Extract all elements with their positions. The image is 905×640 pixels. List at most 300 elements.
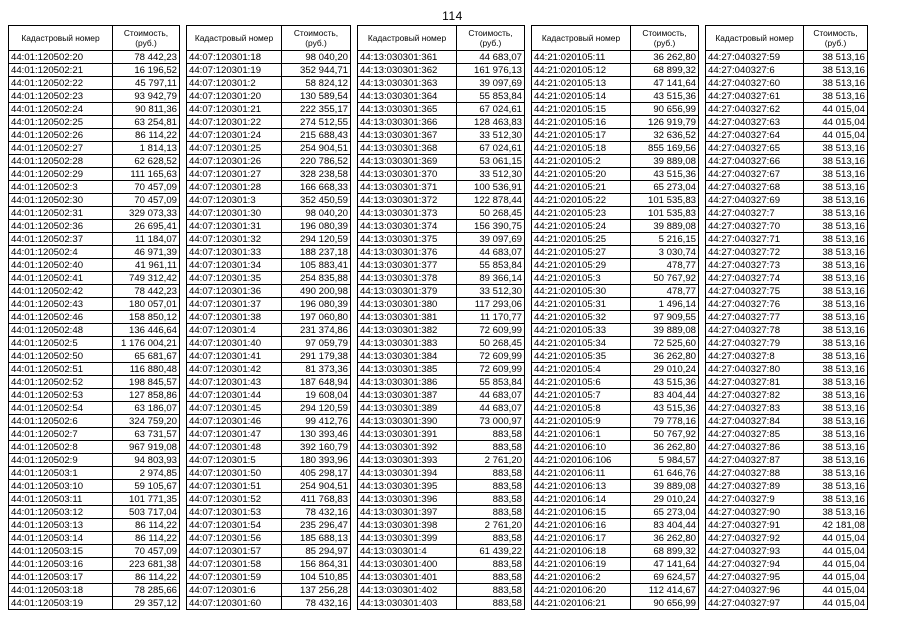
- table-row: [532, 181, 699, 194]
- cost-cell: 38 513,16: [804, 168, 868, 181]
- cost-cell: 36 262,80: [631, 51, 699, 64]
- header-number: Кадастровый номер: [9, 26, 113, 51]
- table-row: [706, 64, 868, 77]
- cadastral-number-cell: 44:27:040327:97: [706, 597, 804, 610]
- table-row: [187, 441, 351, 454]
- cost-cell: 44 015,04: [804, 545, 868, 558]
- cadastral-number-cell: 44:13:030301:399: [358, 532, 457, 545]
- table-row: [187, 389, 351, 402]
- cadastral-number-cell: 44:01:120502:28: [9, 155, 113, 168]
- cadastral-number-cell: 44:21:020105:21: [532, 181, 631, 194]
- cost-cell: 223 681,38: [113, 558, 180, 571]
- cost-cell: 187 648,94: [282, 376, 351, 389]
- cadastral-number-cell: 44:27:040327:63: [706, 116, 804, 129]
- table-row: [9, 428, 180, 441]
- table-row: [9, 207, 180, 220]
- cost-cell: 254 904,51: [282, 480, 351, 493]
- cadastral-number-cell: 44:07:120301:60: [187, 597, 282, 610]
- cadastral-number-cell: 44:21:020106:13: [532, 480, 631, 493]
- cost-cell: 5 216,15: [631, 233, 699, 246]
- table-row: [706, 415, 868, 428]
- cadastral-number-cell: 44:07:120301:47: [187, 428, 282, 441]
- cost-cell: 1 176 004,21: [113, 337, 180, 350]
- cost-cell: 43 515,36: [631, 90, 699, 103]
- cost-cell: 104 510,85: [282, 571, 351, 584]
- table-row: [358, 194, 525, 207]
- cost-cell: 38 513,16: [804, 64, 868, 77]
- table-row: [187, 584, 351, 597]
- cadastral-number-cell: 44:13:030301:367: [358, 129, 457, 142]
- cost-cell: 73 000,97: [457, 415, 525, 428]
- cost-cell: 59 105,67: [113, 480, 180, 493]
- cost-cell: 405 298,17: [282, 467, 351, 480]
- cost-cell: 94 803,93: [113, 454, 180, 467]
- cost-cell: 38 513,16: [804, 51, 868, 64]
- cost-cell: 883,58: [457, 441, 525, 454]
- table-row: [187, 272, 351, 285]
- cost-cell: 55 853,84: [457, 376, 525, 389]
- cost-cell: 44 015,04: [804, 584, 868, 597]
- cadastral-number-cell: 44:07:120301:33: [187, 246, 282, 259]
- cadastral-number-cell: 44:13:030301:370: [358, 168, 457, 181]
- table-row: [358, 77, 525, 90]
- cost-cell: 86 114,22: [113, 519, 180, 532]
- cadastral-number-cell: 44:07:120301:18: [187, 51, 282, 64]
- cadastral-number-cell: 44:27:040327:60: [706, 77, 804, 90]
- cadastral-number-cell: 44:01:120502:3: [9, 181, 113, 194]
- cost-cell: 101 535,83: [631, 207, 699, 220]
- table-row: [9, 129, 180, 142]
- table-row: [358, 441, 525, 454]
- table-row: [532, 90, 699, 103]
- table-row: [358, 324, 525, 337]
- cost-cell: 72 525,60: [631, 337, 699, 350]
- table-row: [532, 311, 699, 324]
- cadastral-number-cell: 44:13:030301:381: [358, 311, 457, 324]
- cadastral-number-cell: 44:27:040327:72: [706, 246, 804, 259]
- cost-cell: 90 656,99: [631, 597, 699, 610]
- cadastral-number-cell: 44:07:120301:48: [187, 441, 282, 454]
- cadastral-number-cell: 44:01:120502:21: [9, 64, 113, 77]
- table-row: [706, 363, 868, 376]
- table-row: [706, 532, 868, 545]
- table-row: [358, 155, 525, 168]
- cost-cell: 33 512,30: [457, 285, 525, 298]
- cost-cell: 38 513,16: [804, 493, 868, 506]
- table-row: [532, 441, 699, 454]
- cost-cell: 63 254,81: [113, 116, 180, 129]
- cost-cell: 38 513,16: [804, 350, 868, 363]
- table-row: [187, 493, 351, 506]
- cadastral-number-cell: 44:01:120502:4: [9, 246, 113, 259]
- cadastral-number-cell: 44:07:120301:6: [187, 584, 282, 597]
- cost-cell: 44 015,04: [804, 597, 868, 610]
- cadastral-number-cell: 44:07:120301:3: [187, 194, 282, 207]
- table-row: [9, 389, 180, 402]
- table-row: [706, 90, 868, 103]
- cost-cell: 55 853,84: [457, 90, 525, 103]
- table-row: [9, 324, 180, 337]
- cadastral-number-cell: 44:07:120301:34: [187, 259, 282, 272]
- table-row: [187, 324, 351, 337]
- cost-cell: 101 535,83: [631, 194, 699, 207]
- table-row: [187, 64, 351, 77]
- cadastral-number-cell: 44:21:020106:17: [532, 532, 631, 545]
- table-row: [532, 584, 699, 597]
- cost-cell: 38 513,16: [804, 77, 868, 90]
- cost-cell: 43 515,36: [631, 376, 699, 389]
- table-row: [532, 415, 699, 428]
- table-row: [532, 168, 699, 181]
- table-row: [706, 467, 868, 480]
- table-row: [187, 337, 351, 350]
- table-row: [9, 64, 180, 77]
- table-row: [358, 532, 525, 545]
- cost-cell: 883,58: [457, 480, 525, 493]
- cost-cell: 855 169,56: [631, 142, 699, 155]
- table-row: [532, 558, 699, 571]
- cost-cell: 38 513,16: [804, 220, 868, 233]
- cadastral-number-cell: 44:21:020105:13: [532, 77, 631, 90]
- cost-cell: 32 636,52: [631, 129, 699, 142]
- cadastral-number-cell: 44:27:040327:94: [706, 558, 804, 571]
- table-row: [706, 194, 868, 207]
- cadastral-number-cell: 44:27:040327:62: [706, 103, 804, 116]
- cost-cell: 105 883,41: [282, 259, 351, 272]
- cost-cell: 78 432,16: [282, 506, 351, 519]
- cost-cell: 78 432,16: [282, 597, 351, 610]
- cost-cell: 38 513,16: [804, 194, 868, 207]
- table-row: [532, 233, 699, 246]
- table-row: [532, 506, 699, 519]
- cadastral-number-cell: 44:01:120502:54: [9, 402, 113, 415]
- cadastral-number-cell: 44:01:120502:51: [9, 363, 113, 376]
- cadastral-number-cell: 44:13:030301:401: [358, 571, 457, 584]
- table-row: [358, 181, 525, 194]
- cadastral-number-cell: 44:27:040327:77: [706, 311, 804, 324]
- table-row: [358, 90, 525, 103]
- cadastral-number-cell: 44:01:120503:14: [9, 532, 113, 545]
- cost-cell: 67 024,61: [457, 103, 525, 116]
- table-row: [706, 51, 868, 64]
- cost-cell: 93 942,79: [113, 90, 180, 103]
- cost-cell: 45 797,11: [113, 77, 180, 90]
- cost-cell: 83 404,44: [631, 389, 699, 402]
- table-row: [187, 428, 351, 441]
- cost-cell: 1 814,13: [113, 142, 180, 155]
- cadastral-number-cell: 44:27:040327:59: [706, 51, 804, 64]
- table-row: [532, 350, 699, 363]
- cadastral-number-cell: 44:07:120301:52: [187, 493, 282, 506]
- cost-cell: 2 974,85: [113, 467, 180, 480]
- cost-cell: 478,77: [631, 259, 699, 272]
- table-row: [706, 103, 868, 116]
- cadastral-number-cell: 44:07:120301:41: [187, 350, 282, 363]
- table-row: [358, 376, 525, 389]
- cadastral-number-cell: 44:07:120301:28: [187, 181, 282, 194]
- cost-cell: 883,58: [457, 571, 525, 584]
- table-row: [187, 298, 351, 311]
- cadastral-number-cell: 44:01:120502:53: [9, 389, 113, 402]
- cost-cell: 39 889,08: [631, 324, 699, 337]
- cost-cell: 38 513,16: [804, 207, 868, 220]
- table-row: [358, 350, 525, 363]
- cadastral-number-cell: 44:27:040327:85: [706, 428, 804, 441]
- cadastral-number-cell: 44:21:020105:14: [532, 90, 631, 103]
- cost-cell: 185 688,13: [282, 532, 351, 545]
- cost-cell: 38 513,16: [804, 441, 868, 454]
- cadastral-number-cell: 44:01:120503:17: [9, 571, 113, 584]
- table-row: [532, 246, 699, 259]
- cadastral-number-cell: 44:13:030301:376: [358, 246, 457, 259]
- cost-cell: 65 681,67: [113, 350, 180, 363]
- cost-cell: 112 414,67: [631, 584, 699, 597]
- table-row: [187, 376, 351, 389]
- cadastral-number-cell: 44:13:030301:393: [358, 454, 457, 467]
- table-row: [706, 285, 868, 298]
- cadastral-number-cell: 44:01:120502:40: [9, 259, 113, 272]
- cadastral-number-cell: 44:13:030301:402: [358, 584, 457, 597]
- cadastral-number-cell: 44:01:120502:26: [9, 129, 113, 142]
- cost-cell: 324 759,20: [113, 415, 180, 428]
- cadastral-number-cell: 44:07:120301:35: [187, 272, 282, 285]
- cost-cell: 352 450,59: [282, 194, 351, 207]
- cadastral-number-cell: 44:07:120301:40: [187, 337, 282, 350]
- table-row: [187, 506, 351, 519]
- table-row: [9, 285, 180, 298]
- table-row: [358, 272, 525, 285]
- header-cost: Стоимость, (руб.): [282, 26, 351, 51]
- cadastral-number-cell: 44:01:120503:13: [9, 519, 113, 532]
- table-row: [706, 246, 868, 259]
- cadastral-number-cell: 44:21:020106:19: [532, 558, 631, 571]
- table-row: [187, 246, 351, 259]
- table-row: [532, 324, 699, 337]
- cadastral-number-cell: 44:07:120301:4: [187, 324, 282, 337]
- table-row: [187, 532, 351, 545]
- cadastral-number-cell: 44:13:030301:368: [358, 142, 457, 155]
- table-row: [706, 506, 868, 519]
- cadastral-number-cell: 44:27:040327:80: [706, 363, 804, 376]
- cost-cell: 328 238,58: [282, 168, 351, 181]
- table-row: [187, 116, 351, 129]
- table-row: [706, 168, 868, 181]
- cost-cell: 65 273,04: [631, 506, 699, 519]
- table-row: [9, 246, 180, 259]
- cadastral-number-cell: 44:13:030301:378: [358, 272, 457, 285]
- table-row: [9, 597, 180, 610]
- table-row: [706, 311, 868, 324]
- table-row: [9, 376, 180, 389]
- cadastral-number-cell: 44:07:120301:46: [187, 415, 282, 428]
- table-row: [187, 103, 351, 116]
- table-row: [9, 155, 180, 168]
- cost-cell: 79 778,16: [631, 415, 699, 428]
- cadastral-number-cell: 44:21:020105:22: [532, 194, 631, 207]
- cost-cell: 44 015,04: [804, 571, 868, 584]
- cost-cell: 122 878,44: [457, 194, 525, 207]
- cadastral-number-cell: 44:27:040327:84: [706, 415, 804, 428]
- cadastral-number-cell: 44:01:120503:15: [9, 545, 113, 558]
- cost-cell: 180 057,01: [113, 298, 180, 311]
- cost-cell: 38 513,16: [804, 233, 868, 246]
- cost-cell: 39 889,08: [631, 155, 699, 168]
- cost-cell: 2 761,20: [457, 519, 525, 532]
- cost-cell: 294 120,59: [282, 402, 351, 415]
- cadastral-number-cell: 44:21:020106:14: [532, 493, 631, 506]
- cost-cell: 38 513,16: [804, 259, 868, 272]
- table-row: [532, 194, 699, 207]
- table-row: [532, 220, 699, 233]
- table-row: [532, 51, 699, 64]
- table-row: [358, 168, 525, 181]
- table-row: [532, 298, 699, 311]
- table-row: [358, 363, 525, 376]
- table-row: [532, 77, 699, 90]
- cost-cell: 50 767,92: [631, 428, 699, 441]
- cost-cell: 329 073,33: [113, 207, 180, 220]
- cost-cell: 63 186,07: [113, 402, 180, 415]
- cost-cell: 166 668,33: [282, 181, 351, 194]
- table-row: [9, 51, 180, 64]
- cost-cell: 392 160,79: [282, 441, 351, 454]
- cadastral-number-cell: 44:21:020105:24: [532, 220, 631, 233]
- cadastral-number-cell: 44:13:030301:398: [358, 519, 457, 532]
- cost-cell: 97 059,79: [282, 337, 351, 350]
- cadastral-number-cell: 44:01:120502:48: [9, 324, 113, 337]
- table-row: [9, 181, 180, 194]
- cadastral-number-cell: 44:27:040327:95: [706, 571, 804, 584]
- table-row: [532, 259, 699, 272]
- cost-cell: 55 853,84: [457, 259, 525, 272]
- table-row: [358, 389, 525, 402]
- cadastral-number-cell: 44:13:030301:365: [358, 103, 457, 116]
- table-row: [358, 558, 525, 571]
- cost-cell: 1 496,14: [631, 298, 699, 311]
- table-row: [706, 441, 868, 454]
- cadastral-number-cell: 44:27:040327:71: [706, 233, 804, 246]
- table-row: [532, 207, 699, 220]
- cadastral-number-cell: 44:21:020106:106: [532, 454, 631, 467]
- table-row: [187, 181, 351, 194]
- header-cost: Стоимость, (руб.): [457, 26, 525, 51]
- cadastral-number-cell: 44:21:020105:27: [532, 246, 631, 259]
- cost-cell: 97 909,55: [631, 311, 699, 324]
- cadastral-number-cell: 44:01:120503:16: [9, 558, 113, 571]
- cadastral-number-cell: 44:27:040327:6: [706, 64, 804, 77]
- table-row: [358, 311, 525, 324]
- cost-cell: 38 513,16: [804, 415, 868, 428]
- cost-cell: 490 200,98: [282, 285, 351, 298]
- cadastral-number-cell: 44:01:120503:18: [9, 584, 113, 597]
- table-row: [187, 545, 351, 558]
- table-row: [532, 532, 699, 545]
- cadastral-number-cell: 44:01:120502:43: [9, 298, 113, 311]
- cadastral-number-cell: 44:13:030301:369: [358, 155, 457, 168]
- cost-cell: 156 864,31: [282, 558, 351, 571]
- cadastral-number-cell: 44:13:030301:396: [358, 493, 457, 506]
- table-row: [187, 402, 351, 415]
- table-row: [9, 480, 180, 493]
- table-row: [706, 324, 868, 337]
- table-row: [187, 285, 351, 298]
- table-row: [706, 298, 868, 311]
- table-row: [706, 337, 868, 350]
- cadastral-number-cell: 44:27:040327:92: [706, 532, 804, 545]
- table-row: [9, 571, 180, 584]
- table-row: [532, 155, 699, 168]
- cadastral-number-cell: 44:01:120503:19: [9, 597, 113, 610]
- cost-cell: 83 404,44: [631, 519, 699, 532]
- cost-cell: 503 717,04: [113, 506, 180, 519]
- table-row: [9, 77, 180, 90]
- cost-cell: 38 513,16: [804, 181, 868, 194]
- cost-cell: 38 513,16: [804, 337, 868, 350]
- table-row: [187, 207, 351, 220]
- table-row: [706, 129, 868, 142]
- cadastral-number-cell: 44:01:120502:20: [9, 51, 113, 64]
- table-row: [706, 181, 868, 194]
- cadastral-number-cell: 44:21:020105:20: [532, 168, 631, 181]
- cost-cell: 61 646,76: [631, 467, 699, 480]
- cadastral-number-cell: 44:13:030301:366: [358, 116, 457, 129]
- table-row: [9, 402, 180, 415]
- cost-cell: 89 366,14: [457, 272, 525, 285]
- table-row: [187, 467, 351, 480]
- cadastral-number-cell: 44:21:020105:35: [532, 350, 631, 363]
- table-row: [706, 480, 868, 493]
- cadastral-number-cell: 44:01:120502:6: [9, 415, 113, 428]
- cost-cell: 161 976,13: [457, 64, 525, 77]
- table-row: [358, 207, 525, 220]
- cost-cell: 127 858,86: [113, 389, 180, 402]
- cost-cell: 196 080,39: [282, 298, 351, 311]
- cost-cell: 111 165,63: [113, 168, 180, 181]
- table-row: [9, 272, 180, 285]
- table-row: [532, 480, 699, 493]
- cost-cell: 78 442,23: [113, 51, 180, 64]
- cadastral-number-cell: 44:21:020105:32: [532, 311, 631, 324]
- cadastral-number-cell: 44:01:120502:8: [9, 441, 113, 454]
- table-row: [9, 311, 180, 324]
- cadastral-number-cell: 44:01:120502:46: [9, 311, 113, 324]
- cadastral-number-cell: 44:27:040327:96: [706, 584, 804, 597]
- cadastral-number-cell: 44:27:040327:61: [706, 90, 804, 103]
- table-row: [9, 168, 180, 181]
- table-row: [9, 142, 180, 155]
- table-row: [358, 259, 525, 272]
- cadastral-number-cell: 44:27:040327:90: [706, 506, 804, 519]
- table-row: [358, 233, 525, 246]
- cost-cell: 231 374,86: [282, 324, 351, 337]
- cost-cell: 50 767,92: [631, 272, 699, 285]
- cadastral-number-cell: 44:07:120301:45: [187, 402, 282, 415]
- table-row: [532, 103, 699, 116]
- table-row: [358, 467, 525, 480]
- cost-cell: 69 624,57: [631, 571, 699, 584]
- cadastral-number-cell: 44:01:120502:25: [9, 116, 113, 129]
- cadastral-number-cell: 44:27:040327:87: [706, 454, 804, 467]
- cost-cell: 101 771,35: [113, 493, 180, 506]
- cost-cell: 158 850,12: [113, 311, 180, 324]
- cost-cell: 68 899,32: [631, 545, 699, 558]
- cadastral-number-cell: 44:13:030301:372: [358, 194, 457, 207]
- table-row: [9, 532, 180, 545]
- cost-cell: 883,58: [457, 467, 525, 480]
- table-row: [9, 493, 180, 506]
- cost-cell: 38 513,16: [804, 480, 868, 493]
- cadastral-number-cell: 44:07:120301:27: [187, 168, 282, 181]
